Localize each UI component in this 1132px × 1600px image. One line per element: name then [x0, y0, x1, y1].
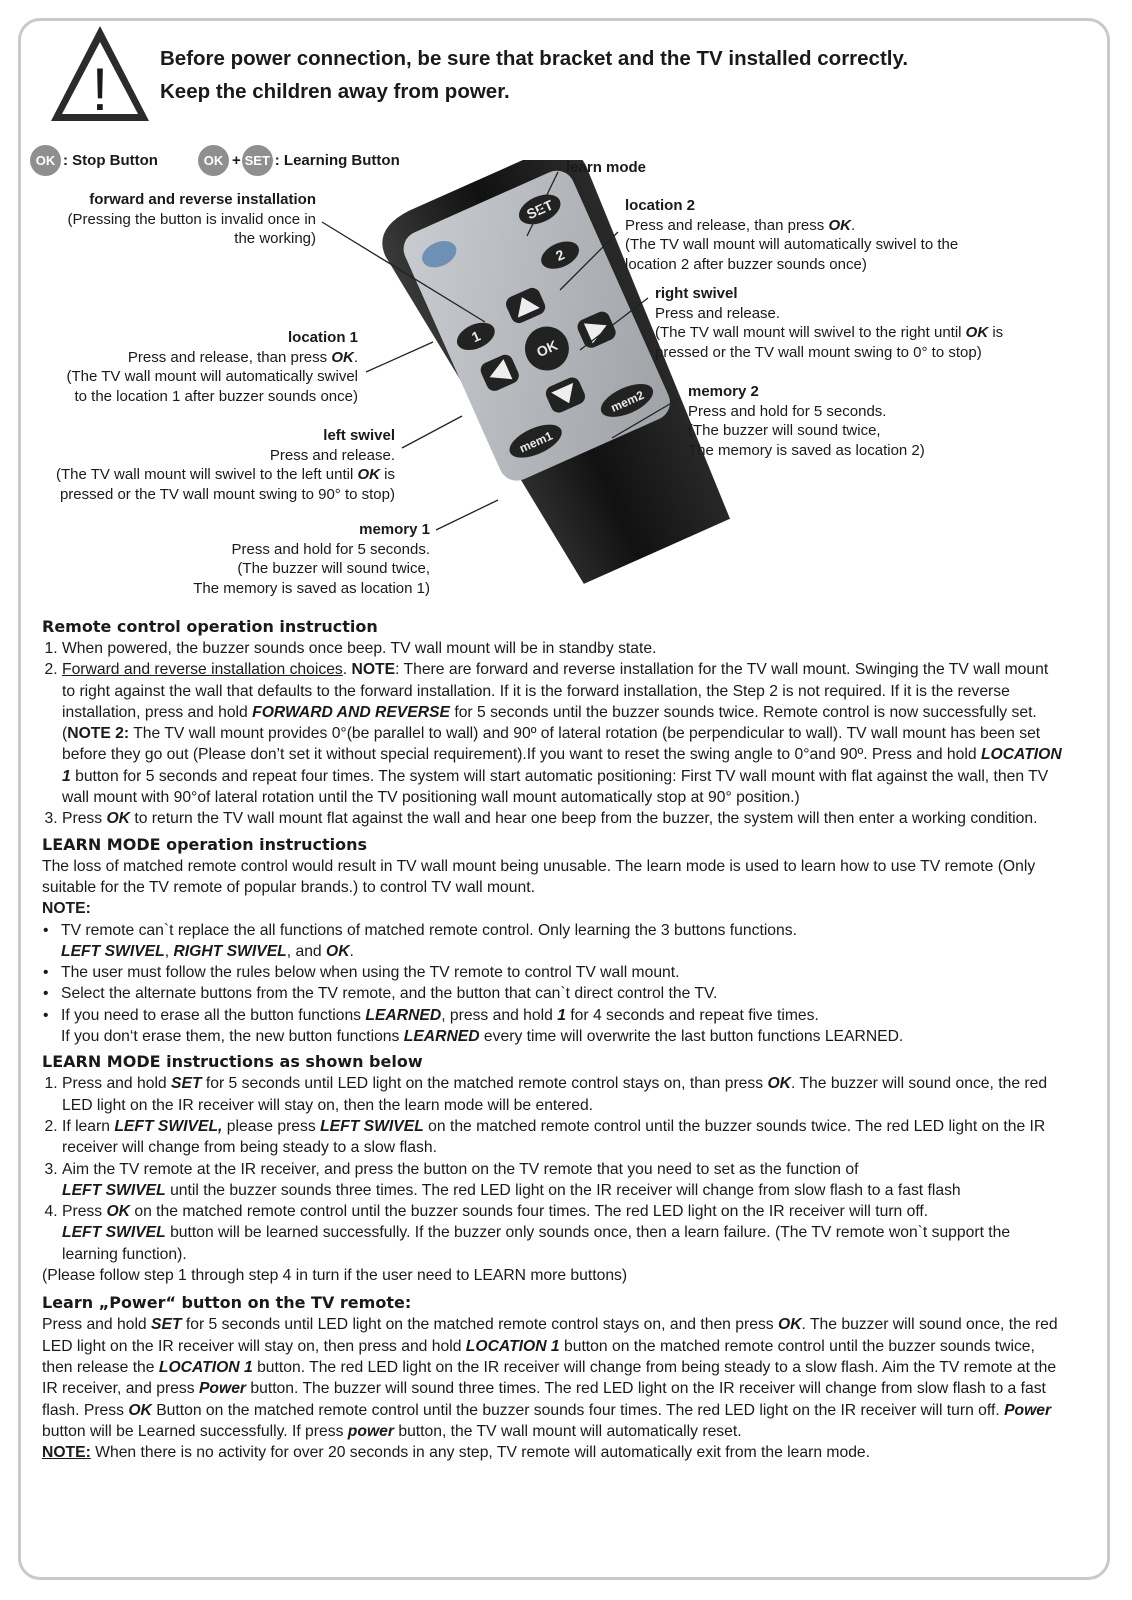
forward-reverse-link: Forward and reverse installation choices — [62, 661, 343, 679]
remote-mem1-label: mem1 — [517, 428, 555, 456]
list-item — [62, 1116, 1062, 1159]
callout-left-swivel-line1: Press and release. — [269, 446, 395, 464]
step4-k2: LEFT SWIVEL — [62, 1224, 166, 1242]
remote-item-2-s3: for 5 seconds until the buzzer sounds twice. Remote control is now successfully set. ( — [62, 703, 1037, 743]
remote-item-2-k1: FORWARD AND REVERSE — [252, 703, 450, 721]
remote-item-3-s1: Press — [62, 810, 107, 828]
callout-memory1-title: memory 1 — [359, 521, 430, 538]
callout-location1-line2: (The TV wall mount will automatically swivel — [66, 368, 358, 386]
callout-location2-text: Press and release, than press — [625, 216, 829, 234]
callout-location-1 — [40, 328, 358, 406]
callout-right-swivel-line1: Press and release. — [655, 304, 781, 322]
list-item — [61, 1005, 1062, 1048]
step2-s3: on the matched remote control until the buzzer sounds twice. The red LED light on the IR receiver will change from being steady to a slow flash. — [62, 1117, 1046, 1157]
remote-item-2-note: NOTE — [351, 661, 396, 679]
remote-item-2-s5: button for 5 seconds and repeat four times. The system will start automatic positioning: First TV wall mount with flat against the wall, then TV wall mount with 90°of lateral rotation until the TV positioning wall mount automatically stop at 90° position.) — [62, 767, 1049, 807]
callout-left-swivel-line2: (The TV wall mount will swivel to the left until — [55, 466, 358, 484]
step2-k2: LEFT SWIVEL — [320, 1117, 424, 1135]
learn-b2: The user must follow the rules below when using the TV remote to control TV wall mount. — [61, 964, 680, 982]
remote-mem2-label: mem2 — [608, 387, 647, 415]
callout-left-swivel-ok: OK — [357, 466, 380, 484]
set-button-icon: SET — [242, 145, 273, 176]
callout-right-swivel-ok: OK — [965, 324, 989, 342]
learn-b1-k2: RIGHT SWIVEL — [173, 942, 287, 960]
learn-intro: The loss of matched remote control would result in TV wall mount being unusable. The learn mode is used to learn how to use TV remote (Only suitable for the TV remote of popular brands.) to control TV wall mount. — [42, 857, 1036, 896]
step2-s1: If learn — [62, 1117, 115, 1135]
list-item — [61, 962, 1062, 983]
learn-note-label: NOTE: — [42, 900, 91, 918]
callout-location1-line3: to the location 1 after buzzer sounds once) — [74, 387, 358, 405]
callout-location-2 — [625, 196, 958, 274]
callout-left-swivel-line3: pressed or the TV wall mount swing to 90° to stop) — [59, 485, 395, 503]
learn-b4-s1: If you need to erase all the button functions — [61, 1006, 366, 1024]
learn-b1-s3: , and — [286, 942, 326, 960]
instructions-body — [42, 612, 1062, 1463]
step4-s1: Press — [62, 1203, 107, 1221]
callout-memory1-line1: Press and hold for 5 seconds. — [231, 540, 430, 558]
callout-location2-dot: . — [850, 216, 856, 234]
remote-item-3-k1: OK — [106, 810, 130, 828]
callout-memory-1 — [150, 520, 430, 598]
callout-memory2-line2: (The buzzer will sound twice, — [688, 422, 881, 440]
warning-symbol: ! — [91, 56, 109, 123]
ok-button-icon: OK — [30, 145, 61, 176]
callout-location2-ok: OK — [828, 216, 851, 234]
ok-button-icon: OK — [198, 145, 229, 176]
step4-s2: on the matched remote control until the buzzer sounds four times. The red LED light on the IR receiver will turn off. — [130, 1203, 929, 1221]
power-paragraph: Press and hold SET for 5 seconds until LED light on the matched remote control stays on, and then press OK. The buzzer will sound once, the red LED light on the IR receiver will stay on, then press and hold LOCATION 1 button on the matched remote control until the buzzer sounds twice, then release the LOCATION 1 button. The red LED light on the IR receiver will change from being steady to a slow flash. Aim the TV remote at the IR receiver, and press Power button. The buzzer will sound three times. The red LED light on the IR receiver will change from slow flash to a fast flash. Press OK Button on the matched remote control until the buzzer sounds four times. The red LED light on the IR receiver will turn off. Power button will be Learned successfully. If press power button, the TV wall mount will automatically reset. — [42, 1316, 1058, 1440]
power-note-text: When there is no activity for over 20 seconds in any step, TV remote will automatically exit from the learn mode. — [90, 1444, 871, 1462]
step3-s1: Aim the TV remote at the IR receiver, and press the button on the TV remote that you need to set as the function of — [62, 1160, 859, 1178]
learn-b4-s4: If you don‘t erase them, the new button functions — [61, 1028, 404, 1046]
step1-k2: OK — [767, 1075, 791, 1093]
remote-section-title: Remote control operation instruction — [42, 617, 378, 636]
callout-right-swivel-title: right swivel — [655, 285, 738, 302]
learn-b4-s5: every time will overwrite the last button functions LEARNED. — [479, 1028, 904, 1046]
learn-b1-k1: LEFT SWIVEL — [61, 942, 165, 960]
callout-location1-text: Press and release, than press — [127, 348, 332, 366]
remote-set-label: SET — [524, 196, 556, 223]
step3-k1: LEFT SWIVEL — [62, 1181, 166, 1199]
callout-location1-title: location 1 — [287, 329, 358, 346]
callout-left-swivel-is: is — [380, 466, 395, 484]
power-section-title: Learn „Power“ button on the TV remote: — [42, 1293, 412, 1313]
callout-right-swivel — [655, 284, 1003, 362]
learn-steps-list — [42, 1073, 1062, 1265]
remote-ok-label: OK — [534, 336, 560, 361]
list-item — [62, 1073, 1062, 1116]
callout-forward-reverse — [40, 190, 316, 249]
callout-right-swivel-line3: pressed or the TV wall mount swing to 0° to stop) — [655, 343, 982, 361]
callout-location1-dot: . — [353, 348, 358, 366]
callout-location1-ok: OK — [331, 348, 354, 366]
callout-left-swivel — [30, 426, 395, 504]
plus-sign: + — [232, 152, 241, 169]
step1-s1: Press and hold — [62, 1075, 172, 1093]
callout-memory1-line2: (The buzzer will sound twice, — [237, 560, 430, 578]
learn-b4-k3: LEARNED — [403, 1028, 480, 1046]
list-item — [62, 808, 1062, 829]
callout-forward-title: forward and reverse installation — [89, 191, 316, 208]
callout-learn-mode — [566, 158, 646, 178]
remote-item-2-s2: : There are forward and reverse installation for the TV wall mount. Swinging the TV wall mount to right against the wall that defaults to the forward installation. If it is the forward installation, the Step 2 is not required. If it is the reverse installation, press and hold — [62, 661, 1049, 721]
warning-line-1: Before power connection, be sure that bracket and the TV installed correctly. — [160, 47, 909, 70]
step2-s2: please press — [222, 1117, 321, 1135]
learn-b1-s1: TV remote can`t replace the all functions of matched remote control. Only learning the 3 buttons functions. — [61, 921, 797, 939]
callout-memory2-line3: The memory is saved as location 2) — [688, 441, 925, 459]
remote-1-label: 1 — [469, 327, 483, 346]
step1-s3: . The buzzer will sound once, the red LED light on the IR receiver will stay on, then the learn mode will be entered. — [62, 1075, 1048, 1114]
learn-b4-k2: 1 — [557, 1006, 566, 1024]
learn-section-title: LEARN MODE operation instructions — [42, 834, 368, 854]
callout-location2-line3: location 2 after buzzer sounds once) — [625, 255, 867, 273]
callout-location2-title: location 2 — [625, 197, 696, 214]
remote-item-2-s4: The TV wall mount provides 0°(be parallel to wall) and 90º of lateral rotation (be perpendicular to wall). TV wall mount has been set before they go out (Please don’t set it without special requirement).If you want to reset the swing angle to 0°and 90º. Press and hold — [62, 725, 1041, 764]
remote-operation-list — [42, 638, 1062, 830]
callout-memory2-title: memory 2 — [688, 383, 759, 400]
callout-left-swivel-title: left swivel — [323, 427, 395, 444]
learn-b4-k1: LEARNED — [365, 1006, 442, 1024]
step4-s3: button will be learned successfully. If the buzzer only sounds once, then a learn failure. (The TV remote won`t support the learning function). — [62, 1224, 1011, 1263]
remote-item-1: When powered, the buzzer sounds once beep. TV wall mount will be in standby state. — [62, 640, 657, 657]
learn-b1-s4: . — [349, 942, 354, 960]
warning-line-2: Keep the children away from power. — [160, 80, 510, 103]
remote-item-3-s2: to return the TV wall mount flat against the wall and hear one beep from the buzzer, the system will then enter a working condition. — [130, 810, 1038, 828]
callout-memory2-line1: Press and hold for 5 seconds. — [688, 402, 887, 420]
step3-s2: until the buzzer sounds three times. The red LED light on the IR receiver will change from slow flash to a fast flash — [165, 1181, 961, 1199]
callout-location2-line2: (The TV wall mount will automatically swivel to the — [625, 236, 959, 254]
callout-learn-mode-title: learn mode — [566, 159, 647, 176]
callout-memory-2 — [688, 382, 925, 460]
remote-2-label: 2 — [553, 246, 567, 264]
learn-note-list — [42, 920, 1062, 1048]
list-item — [62, 638, 1062, 659]
learn-b3: Select the alternate buttons from the TV remote, and the button that can`t direct control the TV. — [61, 985, 718, 1003]
learn-b4-s2: , press and hold — [441, 1006, 558, 1024]
remote-item-2-k2: LOCATION 1 — [62, 746, 1062, 785]
list-item — [62, 1159, 1062, 1202]
power-note-label: NOTE: — [42, 1444, 91, 1462]
list-item — [61, 920, 1062, 963]
remote-item-2-s1: . — [342, 661, 352, 679]
callout-forward-line1: (Pressing the button is invalid once in — [67, 210, 316, 228]
learn-b1-s2: , — [164, 942, 174, 960]
step4-k1: OK — [106, 1203, 130, 1221]
list-item — [62, 1201, 1062, 1265]
callout-right-swivel-line2: (The TV wall mount will swivel to the right until — [655, 324, 966, 342]
remote-item-2-note2: NOTE 2: — [67, 725, 130, 743]
step1-k1: SET — [171, 1075, 202, 1093]
steps-section-title: LEARN MODE instructions as shown below — [42, 1052, 423, 1072]
step2-k1: LEFT SWIVEL, — [114, 1117, 223, 1135]
legend-stop — [30, 145, 158, 176]
legend-learn-label: : Learning Button — [274, 152, 400, 169]
learn-b4-s3: for 4 seconds and repeat five times. — [565, 1006, 819, 1024]
warning-triangle-icon — [48, 22, 152, 126]
legend-stop-label: : Stop Button — [63, 152, 158, 169]
callout-forward-line2: the working) — [234, 230, 316, 248]
learn-b1-k3: OK — [326, 942, 350, 960]
list-item — [62, 659, 1062, 808]
steps-after: (Please follow step 1 through step 4 in turn if the user need to LEARN more buttons) — [42, 1267, 628, 1285]
callout-right-swivel-is: is — [988, 324, 1004, 342]
warning-text — [160, 42, 908, 108]
list-item — [61, 983, 1062, 1004]
step1-s2: for 5 seconds until LED light on the matched remote control stays on, than press — [201, 1075, 768, 1093]
callout-memory1-line3: The memory is saved as location 1) — [193, 579, 430, 597]
power-note — [42, 1442, 1062, 1463]
